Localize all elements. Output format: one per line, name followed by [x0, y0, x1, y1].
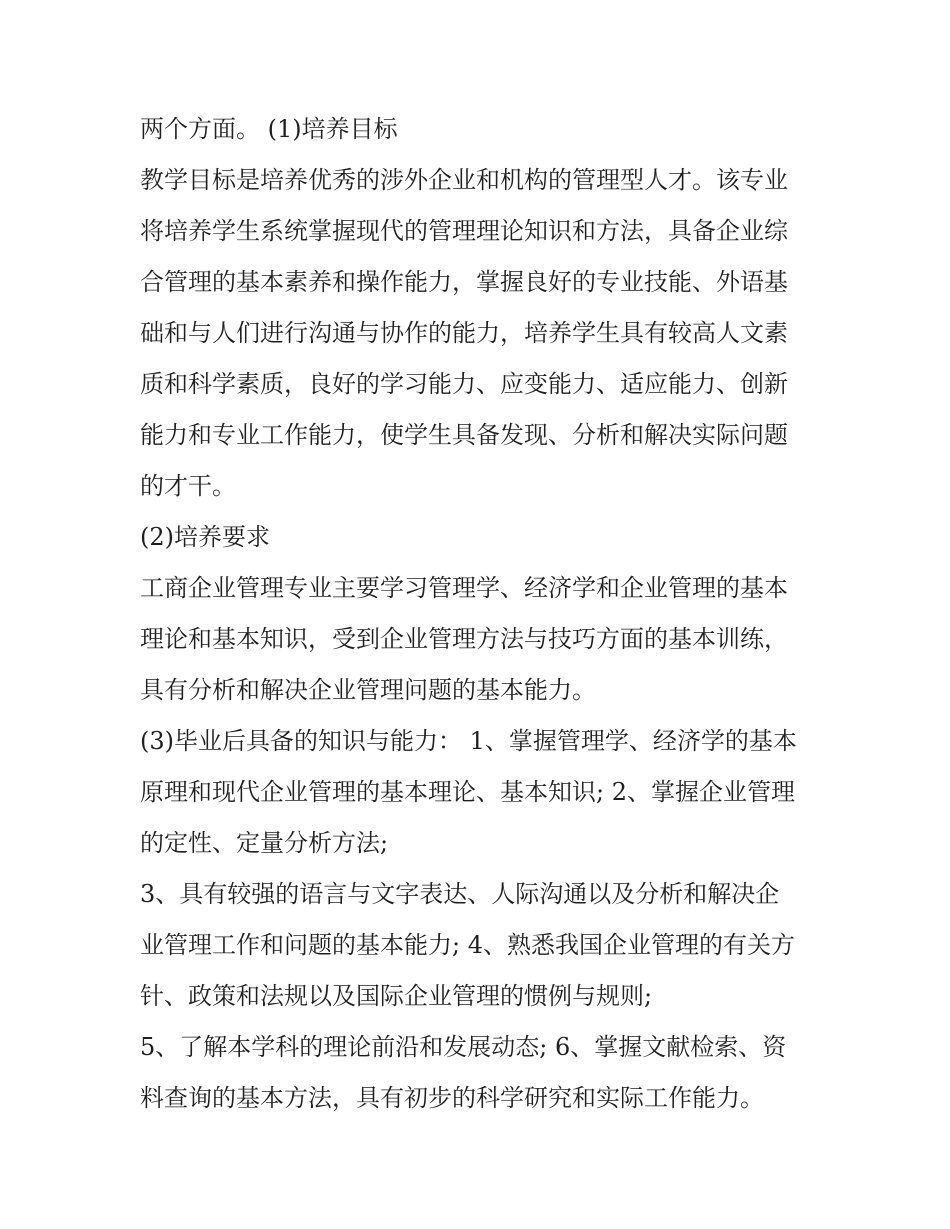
- text-line-11: 理论和基本知识，受到企业管理方法与技巧方面的基本训练，: [140, 625, 788, 653]
- text-line-1: 两个方面。 (1)培养目标: [140, 115, 398, 143]
- text-line-16: 3、具有较强的语言与文字表达、人际沟通以及分析和解决企: [140, 880, 780, 908]
- text-line-20: 料查询的基本方法，具有初步的科学研究和实际工作能力。: [140, 1084, 764, 1112]
- text-line-15: 的定性、定量分析方法;: [140, 829, 389, 857]
- text-line-13: (3)毕业后具备的知识与能力： 1、掌握管理学、经济学的基本: [140, 727, 797, 755]
- text-line-4: 合管理的基本素养和操作能力，掌握良好的专业技能、外语基: [140, 268, 788, 296]
- text-line-6: 质和科学素质，良好的学习能力、应变能力、适应能力、创新: [140, 370, 788, 398]
- text-line-14: 原理和现代企业管理的基本理论、基本知识; 2、掌握企业管理: [140, 778, 795, 806]
- text-line-2: 教学目标是培养优秀的涉外企业和机构的管理型人才。该专业: [140, 166, 788, 194]
- text-line-9: (2)培养要求: [140, 523, 270, 551]
- text-line-3: 将培养学生系统掌握现代的管理理论知识和方法，具备企业综: [140, 217, 788, 245]
- text-line-7: 能力和专业工作能力，使学生具备发现、分析和解决实际问题: [140, 421, 788, 449]
- text-line-19: 5、了解本学科的理论前沿和发展动态; 6、掌握文献检索、资: [140, 1033, 787, 1061]
- text-line-12: 具有分析和解决企业管理问题的基本能力。: [140, 676, 596, 704]
- text-line-17: 业管理工作和问题的基本能力; 4、熟悉我国企业管理的有关方: [140, 931, 795, 959]
- text-line-10: 工商企业管理专业主要学习管理学、经济学和企业管理的基本: [140, 574, 788, 602]
- text-line-5: 础和与人们进行沟通与协作的能力，培养学生具有较高人文素: [140, 319, 788, 347]
- text-line-8: 的才干。: [140, 472, 236, 500]
- document-body: [140, 104, 820, 1124]
- text-line-18: 针、政策和法规以及国际企业管理的惯例与规则;: [140, 982, 653, 1010]
